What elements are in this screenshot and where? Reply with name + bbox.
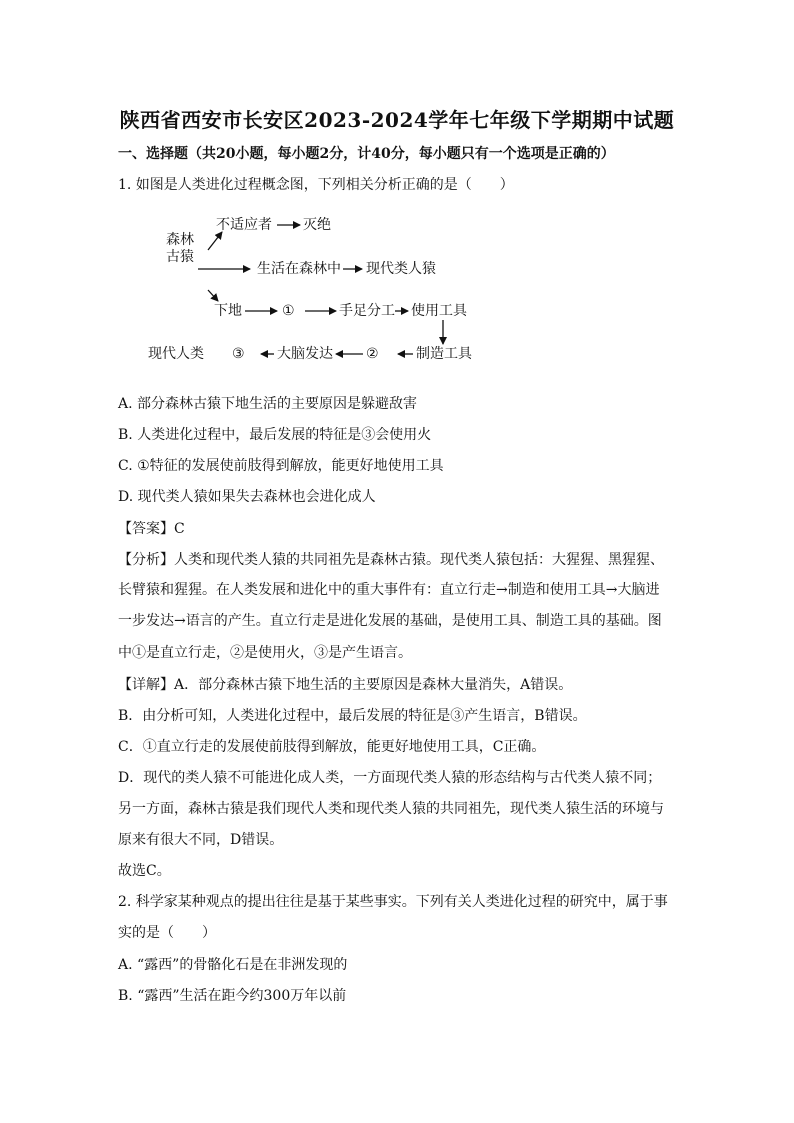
q2-option-b: B. “露西”生活在距今约300万年以前 (118, 988, 347, 1004)
node-ground: 下地 (214, 303, 242, 319)
page-title: 陕西省西安市长安区2023-2024学年七年级下学期期中试题 (119, 108, 675, 132)
q2-option-a: A. “露西”的骨骼化石是在非洲发现的 (118, 957, 348, 973)
node-forest-ape-2: 古猿 (166, 249, 194, 265)
node-extinct: 灭绝 (303, 217, 331, 233)
node-c2: ② (366, 346, 379, 362)
arrow-to-unfit (208, 232, 222, 250)
node-division: 手足分工 (339, 303, 395, 319)
q1-detail-line: 另一方面，森林古猿是我们现代人类和现代类人猿的共同祖先，现代类人猿生活的环境与 (118, 801, 664, 817)
q1-option-b: B. 人类进化过程中，最后发展的特征是③会使用火 (118, 427, 432, 443)
question-2-stem: 2. 科学家某种观点的提出往往是基于某些事实。下列有关人类进化过程的研究中，属于事 (118, 894, 668, 910)
q1-answer: 【答案】C (118, 521, 185, 537)
q1-analysis-line: 长臂猿和猩猩。在人类发展和进化中的重大事件有：直立行走→制造和使用工具→大脑进 (118, 582, 660, 598)
node-brain: 大脑发达 (277, 346, 333, 362)
node-make-tools: 制造工具 (416, 346, 472, 362)
q1-option-d: D. 现代类人猿如果失去森林也会进化成人 (118, 489, 376, 505)
node-unfit: 不适应者 (216, 217, 272, 233)
q1-detail-line: D．现代的类人猿不可能进化成人类，一方面现代类人猿的形态结构与古代类人猿不同； (118, 770, 662, 786)
q1-detail-line: 【详解】A．部分森林古猿下地生活的主要原因是森林大量消失，A错误。 (118, 677, 573, 693)
arrow-to-ground (208, 290, 218, 301)
q1-analysis-line: 【分析】人类和现代类人猿的共同祖先是森林古猿。现代类人猿包括：大猩猩、黑猩猩、 (118, 552, 664, 568)
q1-detail-line: B．由分析可知，人类进化过程中，最后发展的特征是③产生语言，B错误。 (118, 708, 587, 724)
q1-option-a: A. 部分森林古猿下地生活的主要原因是躲避敌害 (118, 396, 418, 412)
q1-detail-line: 原来有很大不同，D错误。 (118, 832, 284, 848)
node-forest-life: 生活在森林中 (257, 261, 341, 277)
question-1-stem: 1. 如图是人类进化过程概念图，下列相关分析正确的是（ ） (118, 177, 514, 193)
evolution-diagram (140, 210, 500, 380)
q1-analysis-line: 一步发达→语言的产生。直立行走是进化发展的基础，是使用工具、制造工具的基础。图 (118, 613, 662, 629)
section-heading: 一、选择题（共20小题，每小题2分，计40分，每小题只有一个选项是正确的） (118, 146, 615, 162)
q1-detail-line: C．①直立行走的发展使前肢得到解放，能更好地使用工具，C正确。 (118, 739, 546, 755)
node-c1: ① (282, 303, 295, 319)
q1-detail-line: 故选C。 (118, 863, 171, 879)
node-modern-human: 现代人类 (148, 346, 204, 362)
question-2-stem-cont: 实的是（ ） (118, 925, 216, 941)
node-use-tools: 使用工具 (411, 303, 467, 319)
node-c3: ③ (232, 346, 245, 362)
node-forest-ape-1: 森林 (166, 232, 194, 248)
q1-option-c: C. ①特征的发展使前肢得到解放，能更好地使用工具 (118, 458, 444, 474)
node-modern-ape: 现代类人猿 (366, 261, 436, 277)
q1-analysis-line: 中①是直立行走，②是使用火，③是产生语言。 (118, 645, 412, 661)
